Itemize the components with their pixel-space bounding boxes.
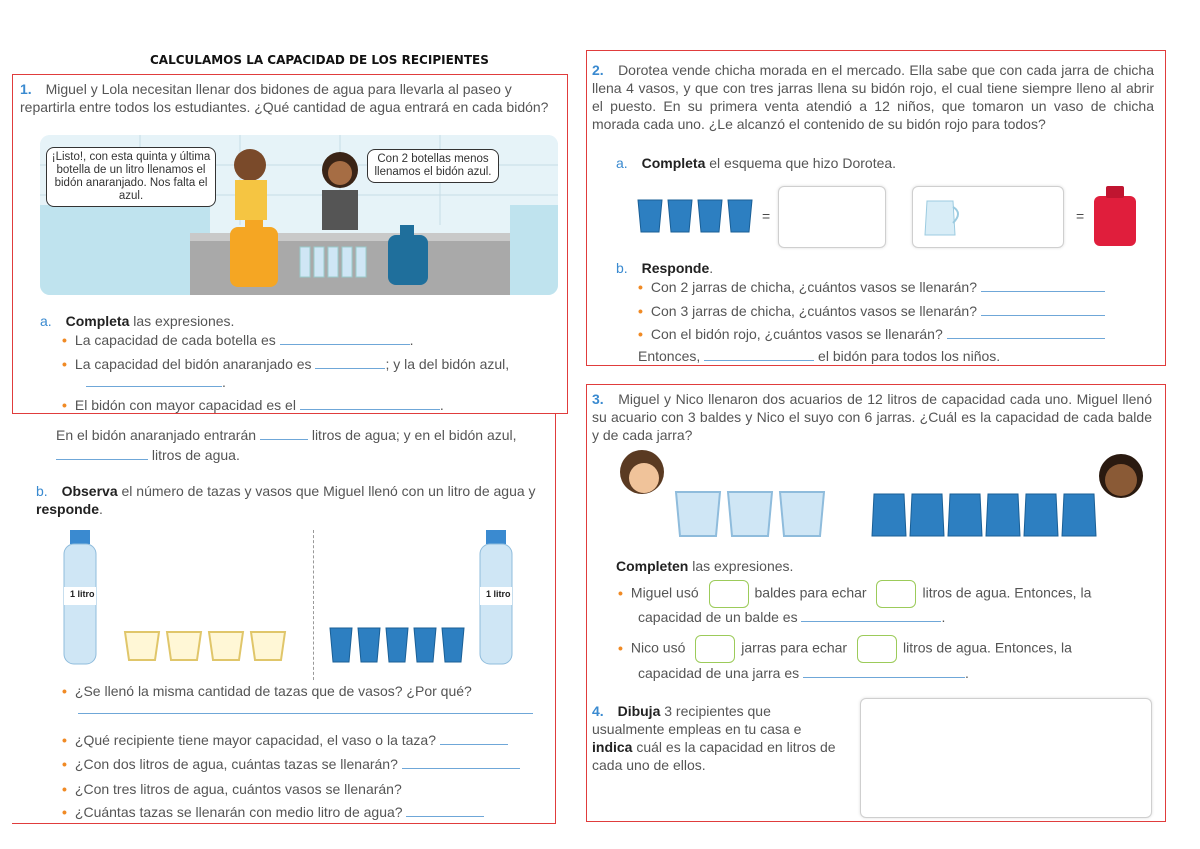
q2-b-item-1: • Con 2 jarras de chicha, ¿cuántos vasos se llenarán? (638, 278, 1105, 296)
answer-blank[interactable] (803, 667, 965, 678)
speech-bubble-lola: Con 2 botellas menos llenamos el bidón azul. (367, 149, 499, 183)
four-glasses-icon (636, 196, 756, 236)
question-3-text: 3. Miguel y Nico llenaron dos acuarios de 12 litros de capacidad cada uno. Miguel llenó su acuario con 3 baldes y Nico el suyo con 6 jarras. ¿Cuál es la capacidad de cada balde y de cada jarra? (592, 391, 1153, 443)
q3-heading: Completen las expresiones. (616, 558, 794, 574)
answer-blank[interactable] (440, 734, 508, 745)
answer-blank[interactable] (300, 399, 440, 410)
q2-b-heading: b. Responde. (616, 260, 714, 276)
bottles-cups-glasses-illustration (60, 522, 540, 672)
q3-miguel-line: • Miguel usó baldes para echar litros de agua. Entonces, la (618, 580, 1152, 608)
equals-sign: = (762, 208, 771, 224)
equals-sign: = (1076, 208, 1085, 224)
q1-b-heading: b. Observa el número de tazas y vasos que Miguel llenó con un litro de agua y responde. (36, 483, 536, 517)
answer-blank[interactable] (704, 350, 814, 361)
answer-blank[interactable] (402, 758, 520, 769)
answer-box[interactable] (709, 580, 749, 608)
q2-b-item-3: • Con el bidón rojo, ¿cuántos vasos se llenarán? (638, 325, 1105, 343)
q1-b-question-3: • ¿Con dos litros de agua, cuántas tazas se llenarán? (62, 755, 520, 773)
bottle-label-left: 1 litro (70, 589, 95, 599)
page-title: CALCULAMOS LA CAPACIDAD DE LOS RECIPIENTES (150, 53, 489, 67)
red-jug-icon (1090, 184, 1140, 248)
answer-blank[interactable] (947, 328, 1105, 339)
q1-a-item-3: • El bidón con mayor capacidad es el . (62, 397, 444, 413)
answer-box[interactable] (876, 580, 916, 608)
answer-blank[interactable] (315, 358, 385, 369)
divider (313, 530, 314, 680)
answer-box[interactable] (695, 635, 735, 663)
answer-blank[interactable] (801, 611, 941, 622)
q2-b-item-2: • Con 3 jarras de chicha, ¿cuántos vasos se llenarán? (638, 302, 1105, 320)
q1-a-item-2-cont: . (86, 373, 226, 391)
question-1-text: 1. Miguel y Lola necesitan llenar dos bidones de agua para llevarla al paseo y repartirla entre todos los estudiantes. ¿Qué cantidad de agua entrará en cada bidón? (20, 81, 549, 115)
q1-b-question-5: • ¿Cuántas tazas se llenarán con medio litro de agua? (62, 803, 484, 821)
drawing-area[interactable] (860, 698, 1152, 818)
q3-nico-line: • Nico usó jarras para echar litros de agua. Entonces, la (618, 635, 1152, 663)
answer-box[interactable] (857, 635, 897, 663)
answer-blank[interactable] (981, 281, 1105, 292)
question-2-text: 2. Dorotea vende chicha morada en el mercado. Ella sabe que con cada jarra de chicha llena 4 vasos, y que con tres jarras llena su bidón rojo, el cual tiene siempre lleno al abrir el puesto. En su primera venta atendió a 12 niños, que tomaron un vaso de chicha morada cada uno. ¿Le alcanzó el contenido de su bidón rojo para todos? (592, 62, 1154, 132)
q3-nico-line-2: capacidad de una jarra es . (638, 665, 969, 681)
q1-cont-line-1: En el bidón anaranjado entrarán litros de agua; y en el bidón azul, (56, 427, 517, 443)
answer-blank[interactable] (280, 334, 410, 345)
answer-blank[interactable] (406, 806, 484, 817)
jar-icon (913, 187, 1063, 247)
q2-a-heading: a. Completa el esquema que hizo Dorotea. (616, 155, 897, 171)
q1-a-item-1: • La capacidad de cada botella es . (62, 332, 414, 348)
answer-blank[interactable] (260, 429, 308, 440)
buckets-jugs-illustration (616, 450, 1156, 545)
q1-b-question-2: • ¿Qué recipiente tiene mayor capacidad, el vaso o la taza? (62, 731, 508, 749)
jar-box (912, 186, 1064, 248)
q1-a-item-2: • La capacidad del bidón anaranjado es ; y la del bidón azul, (62, 356, 510, 372)
answer-blank[interactable] (981, 305, 1105, 316)
question-4-text: 4. Dibuja 3 recipientes que usualmente empleas en tu casa e indica cuál es la capacidad en litros de cada uno de ellos. (592, 703, 836, 773)
q1-b-question-4: • ¿Con tres litros de agua, cuántos vasos se llenarán? (62, 781, 402, 797)
q2-conclusion: Entonces, el bidón para todos los niños. (638, 348, 1001, 364)
q1-b-question-1: • ¿Se llenó la misma cantidad de tazas que de vasos? ¿Por qué? (62, 683, 472, 699)
answer-blank[interactable] (56, 449, 148, 460)
kitchen-scene-illustration (40, 135, 558, 295)
bottle-label-right: 1 litro (486, 589, 511, 599)
answer-blank[interactable] (86, 376, 222, 387)
answer-line[interactable] (78, 713, 533, 714)
q3-miguel-line-2: capacidad de un balde es . (638, 609, 946, 625)
q1-a-heading: a. Completa las expresiones. (40, 313, 235, 329)
answer-box[interactable] (778, 186, 886, 248)
q1-cont-line-2: litros de agua. (56, 446, 240, 464)
speech-bubble-miguel: ¡Listo!, con esta quinta y última botella de un litro llenamos el bidón anaranjado. Nos falta el azul. (46, 147, 216, 207)
